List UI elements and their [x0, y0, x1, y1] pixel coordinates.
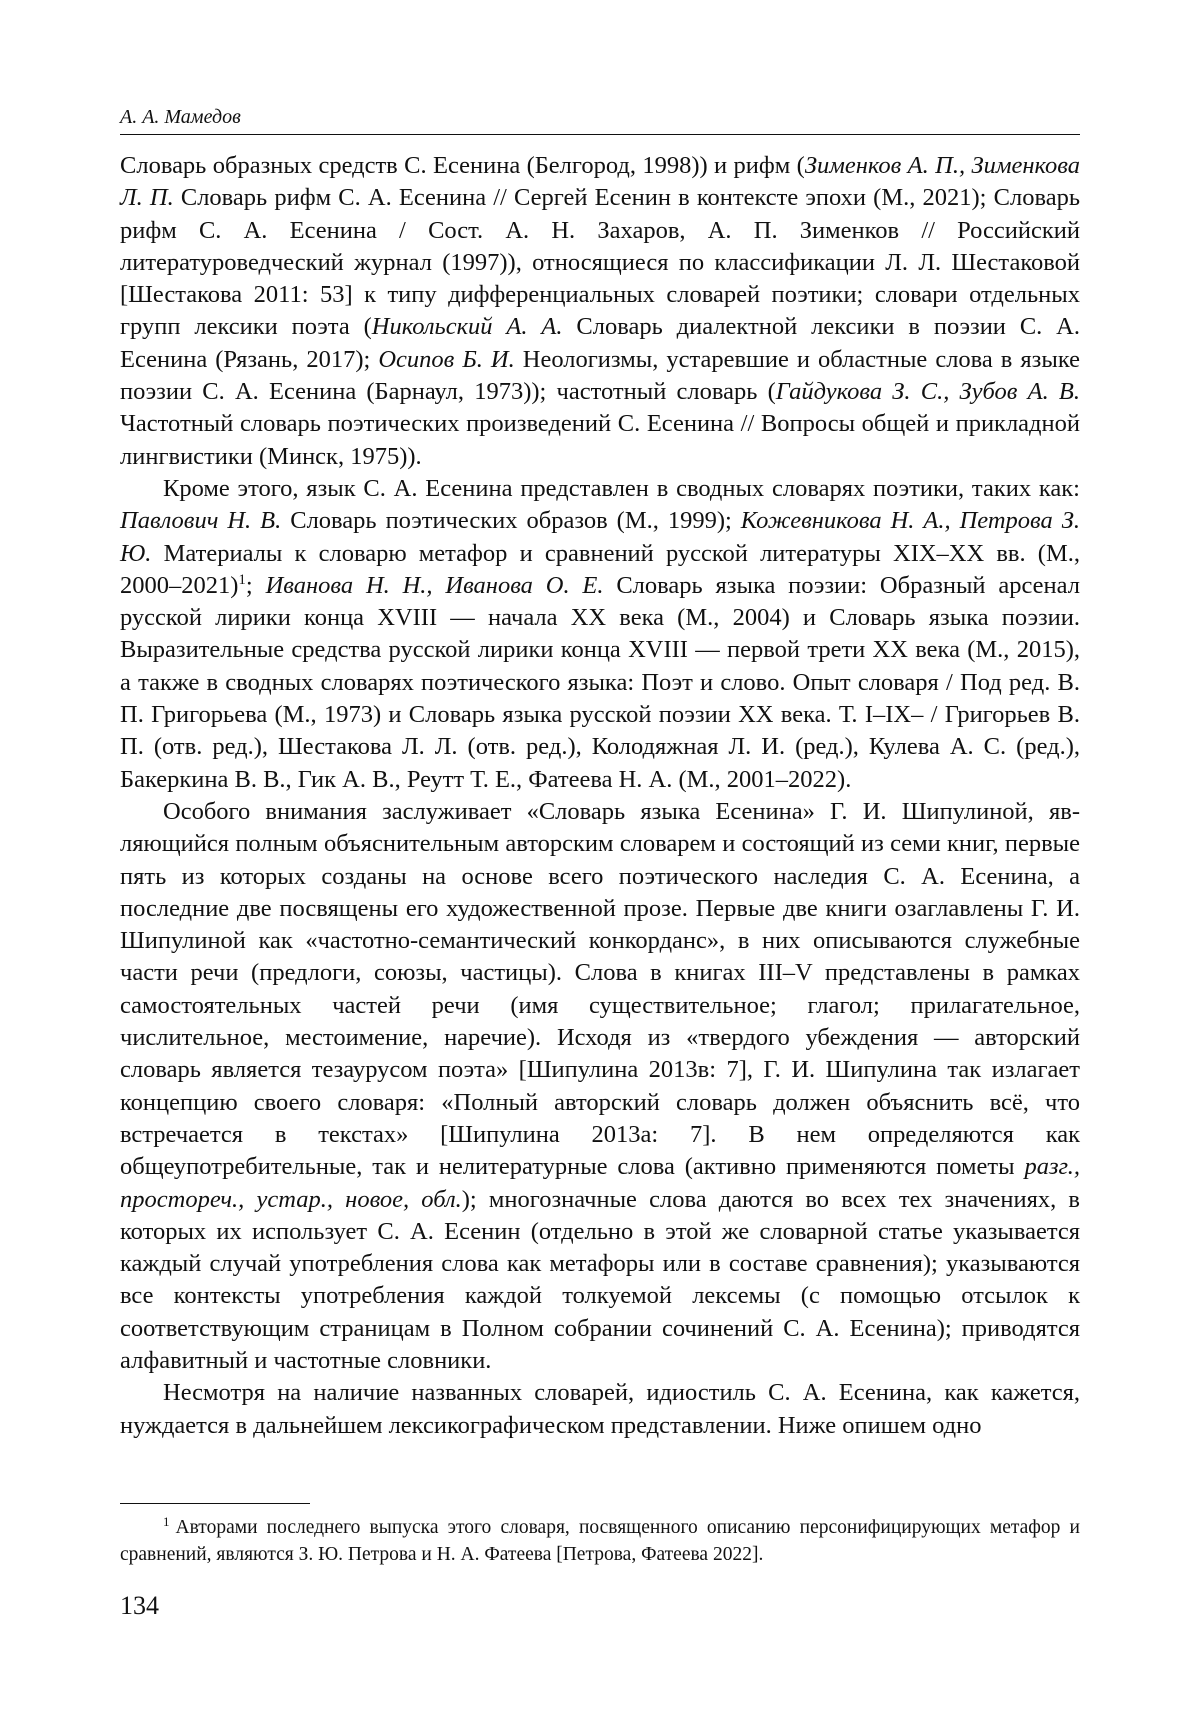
- italic-citation: Павлович Н. В.: [120, 507, 282, 535]
- text-run: Частотный словарь поэтических произведений С. Есенина // Вопросы общей и прикладной лингвистики (Минск, 1975)).: [120, 410, 1080, 470]
- text-run: Словарь рифм С. А. Есенина // Сергей Есенин в контексте эпохи (М., 2021); Словарь рифм С. А. Есенина / Сост. А. Н. Захаров, А. П. Зименков // Российский литературоведческий журнал (1997)), относящиеся по классификации Л. Л. Шестаковой [Шестакова 2011: 53] к типу дифференциальных словарей поэтики; словари отдельных групп лексики поэта (: [120, 184, 1080, 341]
- header-rule: [120, 134, 1080, 135]
- paragraph-4: [120, 1377, 1080, 1442]
- body-text: [120, 150, 1080, 1442]
- text-run: ); многозначные слова даются во всех тех значениях, в которых их использует С. А. Есенин (отдельно в этой же словарной статье указывается каждый случай употребления слова как метафоры или в составе сравнения); указываются все контексты употребления каждой толкуемой лексемы (с помощью отсылок к соответствующим страницам в Полном собрании сочинений С. А. Есенина); приводятся алфавитный и частотные словники.: [120, 1185, 1081, 1374]
- page: [120, 0, 1080, 1710]
- footnote-text: Авторами последнего выпуска этого словаря, посвященного описанию персонифицирующих метафор и сравнений, являются З. Ю. Петрова и Н. А. Фатеева [Петрова, Фатеева 2022].: [120, 1517, 1080, 1565]
- text-run: Особого внимания заслуживает «Словарь языка Есенина» Г. И. Шипулиной, являющийся полным объяснительным авторским словарем и состоящий из семи книг, первые пять из которых созданы на основе всего поэтического наследия С. А. Есенина, а последние две посвящены его художественной прозе. Первые две книги озаглавлены Г. И. Шипулиной как «частотно-семантический конкорданс», в них описываются служебные части речи (предлоги, союзы, частицы). Слова в книгах III–V представлены в рамках самостоятельных частей речи (имя существительное; глагол; прилагательное, числительное, местоимение, наречие). Исходя из «твердого убеждения — авторский словарь является тезаурусом поэта» [Шипулина 2013в: 7], Г. И. Шипулина так излагает концепцию своего словаря: «Полный авторский словарь должен объяснить всё, что встречается в текстах» [Шипулина 2013а: 7]. В нем определяются как общеупотребительные, так и нелитературные слова (активно применяются пометы: [120, 797, 1080, 1181]
- footnote: [120, 1514, 1080, 1568]
- text-run: Словарь образных средств С. Есенина (Белгород, 1998)) и рифм (: [120, 152, 805, 179]
- paragraph-3: [120, 796, 1080, 1377]
- italic-citation: Осипов Б. И.: [378, 345, 515, 373]
- footnote-reference[interactable]: 1: [238, 571, 246, 588]
- page-number: 134: [120, 1591, 159, 1620]
- footnote-rule: [120, 1503, 310, 1504]
- paragraph-1: [120, 150, 1080, 473]
- text-run: Кроме этого, язык С. А. Есенина представлен в сводных словарях поэтики, таких как:: [163, 474, 1080, 502]
- text-run: Словарь поэтических образов (М., 1999);: [281, 507, 741, 535]
- paragraph-2: [120, 473, 1080, 796]
- italic-citation: Гайдукова З. С., Зубов А. В.: [775, 378, 1081, 406]
- text-run: Материалы к словарю метафор и сравнений русской литературы XIX–XX вв. (М., 2000–2021): [120, 539, 1080, 599]
- italic-citation: Никольский А. А.: [371, 313, 563, 341]
- text-run: Несмотря на наличие названных словарей, идиостиль С. А. Есенина, как кажется, нуждается в дальнейшем лексикографическом представлении. Ниже опишем одно: [120, 1379, 1080, 1439]
- running-head-author: А. А. Мамедов: [120, 106, 241, 128]
- text-run: Словарь диалектной лексики в поэзии С. А. Есенина (Рязань, 2017);: [120, 313, 1080, 373]
- italic-citation: Зименков А. П., Зименкова Л. П.: [120, 152, 1080, 212]
- italic-labels: разг., простореч., устар., новое, обл.: [120, 1153, 1080, 1213]
- text-run: Словарь языка поэзии: Образный арсенал русской лирики конца XVIII — начала XX века (М., 2004) и Словарь языка поэзии. Выразительные средства русской лирики конца XVIII — первой трети XX века (М., 2015), а также в сводных словарях поэтического языка: Поэт и слово. Опыт словаря / Под ред. В. П. Григорьева (М., 1973) и Словарь языка русской поэзии XX века. Т. I–IX– / Григорьев В. П. (отв. ред.), Шестакова Л. Л. (отв. ред.), Колодяжная Л. И. (ред.), Кулева А. С. (ред.), Бакеркина В. В., Гик А. В., Реутт Т. Е., Фатеева Н. А. (М., 2001–2022).: [120, 571, 1080, 793]
- italic-citation: Кожевникова Н. А., Петрова З. Ю.: [120, 507, 1080, 567]
- footnote-number: 1: [163, 1514, 170, 1529]
- italic-citation: Иванова Н. Н., Иванова О. Е.: [265, 571, 604, 599]
- text-run: Неологизмы, устаревшие и областные слова в языке поэзии С. А. Есенина (Барнаул, 1973)); частотный словарь (: [120, 345, 1080, 406]
- text-run: ;: [245, 571, 266, 599]
